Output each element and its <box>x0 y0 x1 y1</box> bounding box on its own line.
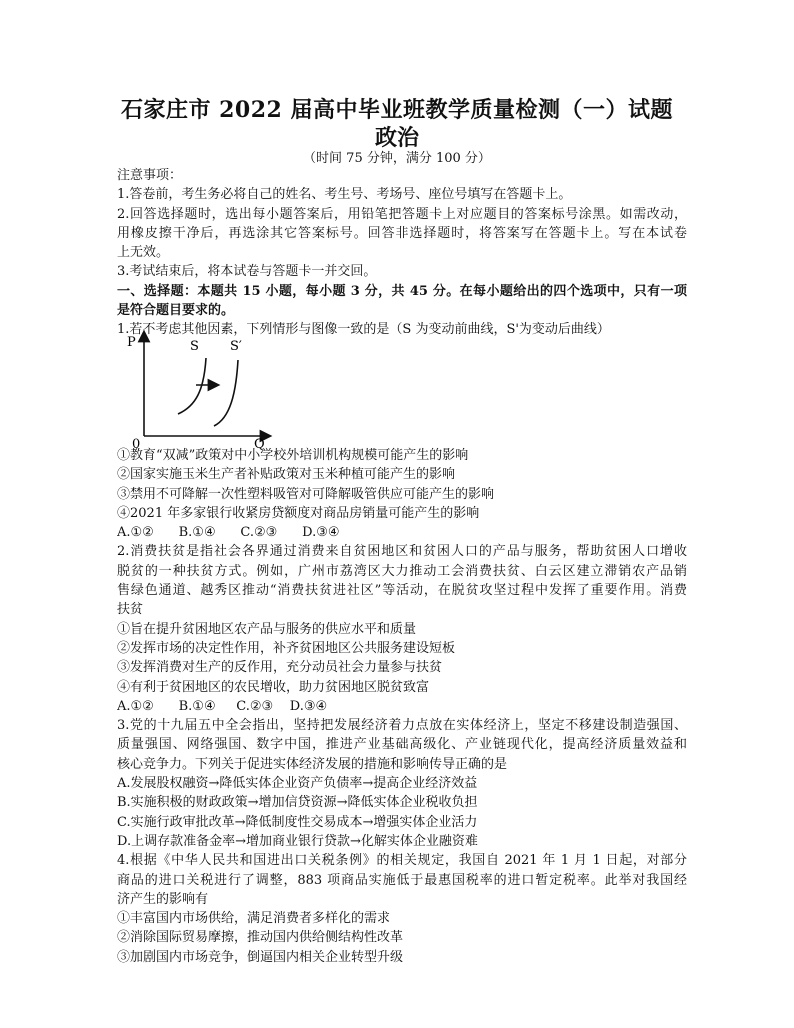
q1-item: ④2021 年多家银行收紧房贷额度对商品房销量可能产生的影响 <box>117 505 480 521</box>
question-3-stem: 核心竞争力。下列关于促进实体经济发展的措施和影响传导正确的是 <box>117 756 508 772</box>
question-1-stem: 1.若不考虑其他因素，下列情形与图像一致的是（S 为变动前曲线，S'为变动后曲线） <box>117 322 610 338</box>
section-heading-cont: 是符合题目要求的。 <box>117 303 235 319</box>
q1-item: ①教育“双减”政策对中小学校外培训机构规模可能产生的影响 <box>117 448 469 463</box>
curve-s <box>178 358 206 414</box>
section-heading: 一、选择题：本题共 15 小题，每小题 3 分，共 45 分。在每小题给出的四个选项中，只有一项 <box>117 283 687 299</box>
exam-title: 石家庄市 2022 届高中毕业班教学质量检测（一）试题 <box>120 97 674 123</box>
exam-subject: 政治 <box>374 125 419 151</box>
note-line: 2.回答选择题时，选出每小题答案后，用铅笔把答题卡上对应题目的答案标号涂黑。如需改动， <box>117 206 687 222</box>
curve-s-label: S <box>190 339 199 354</box>
question-4-stem: 济产生的影响有 <box>117 891 209 907</box>
q3-item: A.发展股权融资→降低实体企业资产负债率→提高企业经济效益 <box>117 776 478 792</box>
time-note: （时间 75 分钟，满分 100 分） <box>303 151 491 166</box>
q1-item: ②国家实施玉米生产者补贴政策对玉米种植可能产生的影响 <box>117 467 456 483</box>
question-2-stem: 2.消费扶贫是指社会各界通过消费来自贫困地区和贫困人口的产品与服务，帮助贫困人口增收 <box>117 544 687 560</box>
notes-heading: 注意事项： <box>117 168 183 183</box>
supply-curve-graph <box>126 330 276 450</box>
q1-item: ③禁用不可降解一次性塑料吸管对可降解吸管供应可能产生的影响 <box>117 486 495 502</box>
question-3-stem: 3.党的十九届五中全会指出，坚持把发展经济着力点放在实体经济上，坚定不移建设制造强国、 <box>117 718 687 734</box>
questions-block <box>117 446 687 967</box>
question-2-stem: 扶贫 <box>117 602 144 618</box>
question-3-stem: 质量强国、网络强国、数字中国，推进产业基础高级化、产业链现代化，提高经济质量效益和 <box>117 737 687 753</box>
question-2-stem: 售绿色通道、越秀区推动“消费扶贫进社区”等活动，在脱贫攻坚过程中发挥了重要作用。消费 <box>117 583 687 599</box>
note-line: 用橡皮擦干净后，再选涂其它答案标号。回答非选择题时，将答案写在答题卡上。写在本试卷 <box>117 225 687 241</box>
curve-s-prime <box>214 360 238 426</box>
p-axis-label: P <box>127 335 136 350</box>
q1-options: A.①② B.①④ C.②③ D.③④ <box>117 525 340 541</box>
question-4-stem: 商品的进口关税进行了调整，883 项商品实施低于最惠国税率的进口暂定税率。此举对我国经 <box>117 872 687 888</box>
q4-item: ①丰富国内市场供给，满足消费者多样化的需求 <box>117 911 391 927</box>
q2-options: A.①② B.①④ C.②③ D.③④ <box>117 698 328 714</box>
q-axis-label: Q <box>254 437 265 450</box>
note-line: 1.答卷前，考生务必将自己的姓名、考生号、考场号、座位号填写在答题卡上。 <box>117 187 572 203</box>
question-2-stem: 脱贫的一种扶贫方式。例如，广州市荔湾区大力推动工会消费扶贫、白云区建立滞销农产品销 <box>117 563 687 579</box>
q3-item: C.实施行政审批改革→降低制度性交易成本→增强实体企业活力 <box>117 814 478 830</box>
q2-item: ①旨在提升贫困地区农产品与服务的供应水平和质量 <box>117 621 417 637</box>
note-line: 3.考试结束后，将本试卷与答题卡一并交回。 <box>117 264 377 280</box>
q4-item: ②消除国际贸易摩擦，推动国内供给侧结构性改革 <box>117 930 404 946</box>
note-line: 上无效。 <box>117 245 170 261</box>
q2-item: ④有利于贫困地区的农民增收，助力贫困地区脱贫致富 <box>117 679 430 695</box>
notes-block <box>117 166 687 340</box>
q3-item: D.上调存款准备金率→增加商业银行贷款→化解实体企业融资难 <box>117 833 478 849</box>
origin-label: 0 <box>132 437 141 450</box>
q2-item: ②发挥市场的决定性作用，补齐贫困地区公共服务建设短板 <box>117 640 456 656</box>
curve-s-prime-label: S′ <box>230 339 242 354</box>
q3-item: B.实施积极的财政政策→增加信贷资源→降低实体企业税收负担 <box>117 795 478 811</box>
q4-item: ③加剧国内市场竞争，倒逼国内相关企业转型升级 <box>117 949 404 965</box>
question-4-stem: 4.根据《中华人民共和国进出口关税条例》的相关规定，我国自 2021 年 1 月 1 日起，对部分 <box>117 853 687 869</box>
q2-item: ③发挥消费对生产的反作用，充分动员社会力量参与扶贫 <box>117 660 443 676</box>
